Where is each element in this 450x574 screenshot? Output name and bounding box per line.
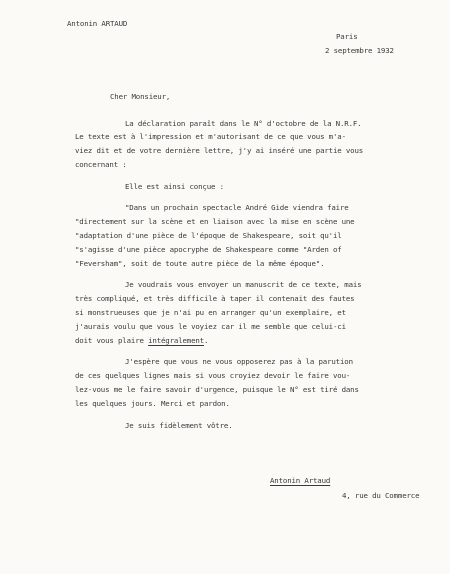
sender-name: Antonin ARTAUD (67, 19, 128, 28)
quote-line-5: "Feversham", soit de toute autre pièce de la même époque". (75, 259, 325, 268)
quote-line-1: "Dans un prochain spectacle André Gide viendra faire (125, 203, 349, 212)
paragraph-4-line-1: J'espère que vous ne vous opposerez pas à la parution (125, 357, 353, 366)
quote-line-3: "adaptation d'une pièce de l'époque de Shakespeare, soit qu'il (75, 231, 342, 240)
paragraph-4-line-2: de ces quelques lignes mais si vous croyiez devoir le faire vou- (75, 371, 351, 380)
paragraph-3-line-5-end: . (204, 336, 209, 345)
paragraph-3-line-5-start: doit vous plaire (75, 336, 149, 345)
place: Paris (336, 32, 358, 41)
paragraph-3-line-1: Je voudrais vous envoyer un manuscrit de ce texte, mais (125, 280, 362, 289)
paragraph-3-line-2: très compliqué, et très difficile à taper il contenait des fautes (75, 294, 355, 303)
quote-line-4: "s'agisse d'une pièce apocryphe de Shakespeare comme "Arden of (75, 245, 342, 254)
paragraph-1-line-3: viez dit et de votre dernière lettre, j'y ai inséré une partie vous (75, 146, 364, 155)
date: 2 septembre 1932 (325, 46, 394, 55)
paragraph-3-line-3: si monstrueuses que je n'ai pu en arranger qu'un exemplaire, et (75, 308, 346, 317)
signature-name: Antonin Artaud (270, 476, 331, 485)
paragraph-1-line-2: Le texte est à l'impression et m'autorisant de ce que vous m'a- (75, 132, 346, 141)
paragraph-3-line-5 (75, 336, 208, 346)
paragraph-4-line-4: les quelques jours. Merci et pardon. (75, 399, 230, 408)
quote-line-2: "directement sur la scène et en liaison avec la mise en scène une (75, 217, 355, 226)
paragraph-2: Elle est ainsi conçue : (125, 182, 224, 191)
signature-address: 4, rue du Commerce (342, 491, 420, 500)
paragraph-4-line-3: lez-vous me le faire savoir d'urgence, puisque le N° est tiré dans (75, 385, 359, 394)
paragraph-3-line-4: j'aurais voulu que vous le voyiez car il me semble que celui-ci (75, 322, 346, 331)
underlined-word: intégralement (148, 336, 204, 345)
closing: Je suis fidèlement vôtre. (125, 421, 233, 430)
paragraph-1-line-1: La déclaration paraît dans le N° d'octobre de la N.R.F. (125, 119, 362, 128)
salutation: Cher Monsieur, (110, 92, 171, 101)
paragraph-1-line-4: concernant : (75, 160, 127, 169)
